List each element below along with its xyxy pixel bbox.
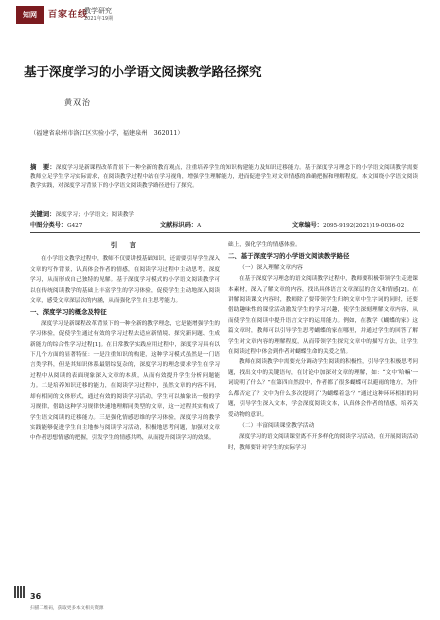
subsection-2-heading: （二）丰富阅读课堂教学活动 — [239, 422, 315, 429]
keywords-label: 关键词： — [30, 210, 56, 218]
section-1-paragraph: 深度学习是新课程改革背景下的一种全新的教学理念，它是能增强学生的学习体验，促使学生通过有效的学习过程去适应新情境、探究新问题、生成新能力的综合性学习过程[1]。在日常教学实践应用过程中，深度学习具有以下几个方面的显著特征：一是注重知识的构建，这种学习模式虽然是一门语言类学科，但是其知识体系最错综复杂的，深度学习的理念要求学生在学习过程中从阅读的表面现象深入文章的本质，从而有效提升学生分析问题能力。二是培养知识迁移的能力，在阅读学习过程中，虽然文章的内容不同，却有相同的文体形式，通过有效的阅读学习活动，学生可以抽象出一般的学习规律，借助这种学习规律快速地理解同类型的文章，这一过程其实构成了学生语文阅读的迁移能力。三是强化情感思维的学习体验，深度学习的教学实践能够促进学生自主地参与阅读学习活动，积极地思考问题，加强对文章中作者思想情感的把握，引发学生的情感共鸣，从而提升阅读学习的效果。 — [30, 320, 221, 442]
header-divider — [30, 232, 420, 233]
intro-paragraph: 在小学语文教学过程中，教师不仅要讲授基础知识，还需要引导学生深入文章的写作背景，认真体会作者的情感，在阅读学习过程中主动思考。深度学习，从而形成自己独特的见解。基于深度学习模式的小学语文阅读教学可以在传统阅读教学的基础上丰富学生的学习体验，促使学生主动地深入阅读文章，感受文章深层次的内涵，从而强化学生自主思考能力。 — [30, 256, 221, 305]
subsection-1-heading: （一）深入理解文章内容 — [239, 264, 303, 271]
article-title: 基于深度学习的小学语文阅读教学路径探究 — [24, 64, 262, 79]
classification-row — [30, 220, 418, 230]
keywords — [30, 209, 418, 218]
abstract-text: 深度学习是新课程改革背景下一种全新的教育观点，注重培养学生的知识构建能力及知识迁移能力。基于深度学习理念下的小学语文阅读教学需要教师立足学生学习实际需求，在阅读教学过程中站在学习视角，增强学生理解能力，进而促进学生对文章情感的准确把握和理解程度。本文围绕小学语文阅读教学实践，对深度学习背景下的小学语文阅读教学路径进行了探究。 — [30, 165, 418, 189]
clc-number: 中图分类号：G427 — [30, 222, 83, 229]
journal-logo-label: 百家在线 — [48, 10, 89, 20]
journal-header — [0, 0, 440, 30]
author-affiliation: （福建省泉州市洛江区实验小学，福建泉州 362011） — [30, 130, 184, 137]
section-1-heading: 一、深度学习的概念及特征 — [30, 308, 107, 317]
page-number: 36 — [30, 592, 42, 601]
footer-note: 扫描二维码，获取更多本文相关资源 — [30, 606, 104, 611]
journal-logo: 知网 — [16, 6, 44, 24]
qr-code-icon — [14, 586, 26, 598]
article-number: 文章编号：2095-9192(2021)19-0036-02 — [292, 222, 405, 229]
body-column-right — [228, 240, 418, 453]
author-name: 黄双治 — [64, 98, 91, 107]
abstract-label: 摘 要： — [30, 163, 56, 171]
journal-issue: 2021年19期 — [84, 16, 114, 22]
keywords-text: 深度学习；小学语文；阅读教学 — [55, 212, 134, 218]
abstract — [30, 163, 418, 191]
journal-name: 教学研究 — [84, 7, 112, 15]
subsection-1-paragraph-1: 在基于深度学习理念的语文阅读教学过程中，教师要积极带领学生走进课本素材，深入了解文章的内容，找出具体语言文章深层的含义和情感[2]。在讲解阅读课文内容时，教师除了要带领学生归纳文章中生字词的同时，还要借助趣味性的课堂活动激发学生的学习兴趣，使学生深刻理解文章内容，从而使学生在阅读中提升语言文字的运用能力。例如，在教学《蝴蝶的家》这篇文章时，教师可以引导学生思考蝴蝶的家在哪里，并通过学生的回答了解学生对文章内容的理解程度，从而带领学生探究文章中的描写方法，让学生在阅读过程中体会到作者对蝴蝶生命的关爱之情。 — [228, 276, 419, 356]
intro-heading: 引 言 — [110, 241, 140, 249]
subsection-1-paragraph-2: 教师在阅读教学中需要充分调动学生阅读的积极性，引导学生积极思考问题，找出文中的关键语句，在讨论中加深对文章的理解，如：“文中‘哈嘛’一词说明了什么？”在第四自然段中，作者都了很多蝴蝶可以避雨的地方，为什么都否定了？文中为什么多次提到了‘为蝴蝶着急’？”通过这种环环相扣的问题，引导学生深入文本，学会深度阅读文本，认真体会作者的情感，培养关爱动物的意识。 — [228, 359, 419, 418]
body-column-left — [30, 240, 220, 444]
subsection-2-paragraph: 深度学习的语文阅读课堂离不开多样化的阅读学习活动，在开展阅读活动时，教师要针对学生的实际学习 — [228, 434, 419, 451]
document-code: 文献标识码：A — [160, 222, 202, 229]
section-2-heading: 二、基于深度学习的小学语文阅读教学路径 — [228, 252, 350, 261]
continued-text: 础上，强化学生的情感体验。 — [228, 242, 301, 248]
